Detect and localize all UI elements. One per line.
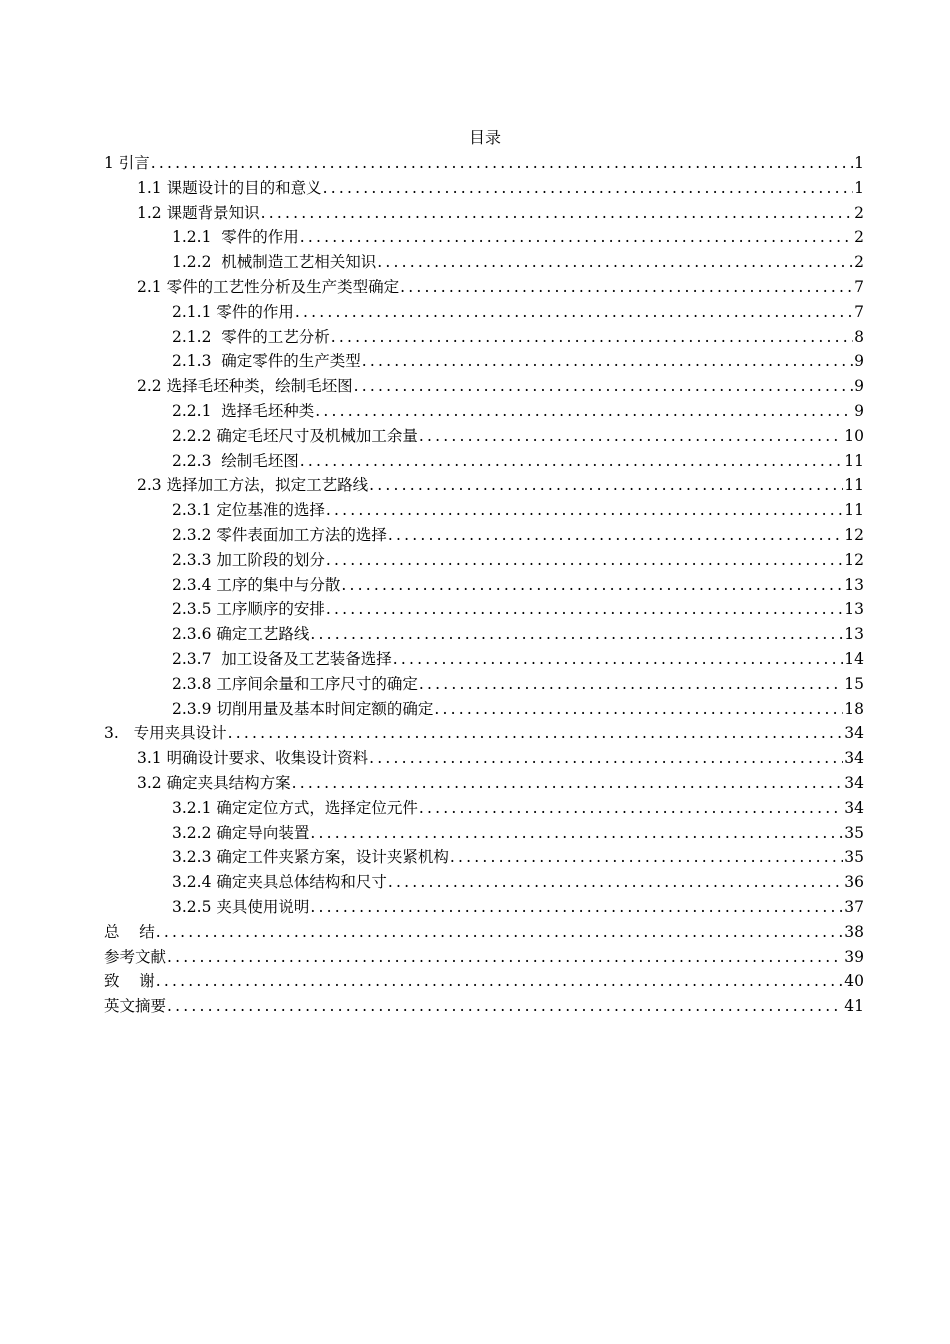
toc-entry-page-number: 7 (854, 302, 864, 321)
toc-entry[interactable] (104, 821, 864, 846)
dot-leader (167, 994, 843, 1019)
toc-entry[interactable] (104, 969, 864, 994)
toc-entry[interactable] (104, 920, 864, 945)
dot-leader (419, 796, 843, 821)
toc-entry[interactable] (104, 672, 864, 697)
dot-leader (341, 573, 843, 598)
dot-leader (310, 895, 843, 920)
toc-entry[interactable] (104, 597, 864, 622)
toc-entry[interactable] (104, 151, 864, 176)
toc-entry-label: 致 谢 (104, 972, 155, 991)
toc-entry-label: 1.2 课题背景知识 (137, 203, 260, 222)
toc-entry-page-number: 8 (854, 327, 864, 346)
toc-entry[interactable] (104, 523, 864, 548)
toc-entry-page-number: 35 (844, 848, 864, 867)
dot-leader (369, 473, 843, 498)
dot-leader (310, 622, 843, 647)
toc-entry-page-number: 34 (844, 724, 864, 743)
toc-entry[interactable] (104, 647, 864, 672)
toc-entry-label: 3.2.5 夹具使用说明 (172, 897, 310, 916)
toc-entry-label: 2.3.8 工序间余量和工序尺寸的确定 (172, 674, 418, 693)
toc-entry-label: 1.2.2 机械制造工艺相关知识 (172, 253, 377, 272)
toc-entry-page-number: 37 (844, 897, 864, 916)
toc-entry-label: 英文摘要 (104, 997, 167, 1016)
dot-leader (300, 449, 843, 474)
toc-entry-label: 2.2.2 确定毛坯尺寸及机械加工余量 (172, 426, 418, 445)
toc-entry-page-number: 34 (844, 798, 864, 817)
toc-entry[interactable] (104, 374, 864, 399)
dot-leader (388, 523, 843, 548)
toc-entry-label: 2.3.2 零件表面加工方法的选择 (172, 525, 387, 544)
toc-entry-page-number: 1 (854, 178, 864, 197)
toc-entry-page-number: 11 (844, 476, 864, 495)
toc-entry[interactable] (104, 399, 864, 424)
toc-entry-label: 3. 专用夹具设计 (104, 724, 227, 743)
toc-entry-label: 3.1 明确设计要求、收集设计资料 (137, 749, 369, 768)
toc-entry[interactable] (104, 325, 864, 350)
toc-title: 目录 (468, 128, 501, 147)
dot-leader (261, 201, 853, 226)
toc-entry-label: 2.1 零件的工艺性分析及生产类型确定 (137, 277, 400, 296)
toc-entry-page-number: 9 (854, 352, 864, 371)
dot-leader (310, 821, 843, 846)
toc-entry[interactable] (104, 895, 864, 920)
toc-entry[interactable] (104, 622, 864, 647)
toc-entry-page-number: 35 (844, 823, 864, 842)
toc-entry[interactable] (104, 845, 864, 870)
toc-entry[interactable] (104, 573, 864, 598)
dot-leader (156, 920, 844, 945)
toc-entry-label: 1.2.1 零件的作用 (172, 228, 299, 247)
dot-leader (167, 945, 843, 970)
toc-entry[interactable] (104, 548, 864, 573)
dot-leader (326, 597, 843, 622)
toc-entry-page-number: 11 (844, 501, 864, 520)
toc-entry[interactable] (104, 771, 864, 796)
toc-entry[interactable] (104, 176, 864, 201)
dot-leader (393, 647, 843, 672)
toc-entry[interactable] (104, 746, 864, 771)
toc-entry-page-number: 38 (844, 922, 864, 941)
toc-entry-page-number: 11 (844, 451, 864, 470)
dot-leader (377, 250, 853, 275)
toc-entry-label: 2.3 选择加工方法，拟定工艺路线 (137, 476, 369, 495)
toc-entry-page-number: 40 (844, 972, 864, 991)
toc-entry-page-number: 34 (844, 773, 864, 792)
toc-entry-page-number: 13 (844, 600, 864, 619)
dot-leader (331, 325, 853, 350)
dot-leader (326, 548, 843, 573)
toc-entry-page-number: 41 (844, 997, 864, 1016)
table-of-contents (104, 151, 864, 1019)
toc-entry-page-number: 9 (854, 377, 864, 396)
toc-entry-page-number: 36 (844, 873, 864, 892)
toc-entry-label: 1.1 课题设计的目的和意义 (137, 178, 322, 197)
toc-entry[interactable] (104, 275, 864, 300)
dot-leader (369, 746, 843, 771)
toc-entry-label: 2.2.1 选择毛坯种类 (172, 401, 315, 420)
toc-entry-label: 3.2.4 确定夹具总体结构和尺寸 (172, 873, 387, 892)
toc-entry-label: 2.3.3 加工阶段的划分 (172, 550, 325, 569)
toc-entry-label: 2.2 选择毛坯种类，绘制毛坯图 (137, 377, 353, 396)
toc-entry[interactable] (104, 945, 864, 970)
toc-entry-label: 2.1.1 零件的作用 (172, 302, 294, 321)
toc-entry-label: 2.3.6 确定工艺路线 (172, 625, 310, 644)
toc-entry-page-number: 2 (854, 203, 864, 222)
toc-entry-page-number: 14 (844, 649, 864, 668)
dot-leader (295, 300, 853, 325)
toc-entry-page-number: 2 (854, 228, 864, 247)
toc-entry-label: 2.2.3 绘制毛坯图 (172, 451, 299, 470)
toc-entry[interactable] (104, 721, 864, 746)
toc-entry-page-number: 7 (854, 277, 864, 296)
toc-entry[interactable] (104, 349, 864, 374)
toc-entry[interactable] (104, 870, 864, 895)
toc-entry-label: 3.2 确定夹具结构方案 (137, 773, 291, 792)
toc-entry-label: 2.3.7 加工设备及工艺装备选择 (172, 649, 392, 668)
toc-entry[interactable] (104, 424, 864, 449)
toc-entry[interactable] (104, 300, 864, 325)
toc-entry[interactable] (104, 449, 864, 474)
toc-entry-page-number: 39 (844, 947, 864, 966)
toc-entry-page-number: 1 (854, 154, 864, 172)
toc-entry[interactable] (104, 697, 864, 722)
toc-entry-label: 1 引言 (104, 154, 150, 172)
toc-entry-page-number: 9 (854, 401, 864, 420)
toc-entry-page-number: 10 (844, 426, 864, 445)
toc-entry[interactable] (104, 994, 864, 1019)
dot-leader (419, 672, 843, 697)
dot-leader (354, 374, 853, 399)
toc-entry-label: 3.2.1 确定定位方式，选择定位元件 (172, 798, 418, 817)
toc-entry[interactable] (104, 201, 864, 226)
toc-entry-label: 2.3.4 工序的集中与分散 (172, 575, 341, 594)
toc-entry[interactable] (104, 473, 864, 498)
dot-leader (419, 424, 843, 449)
toc-entry-page-number: 2 (854, 253, 864, 272)
toc-entry-page-number: 12 (844, 525, 864, 544)
toc-entry-page-number: 13 (844, 575, 864, 594)
toc-entry[interactable] (104, 225, 864, 250)
toc-entry-label: 参考文献 (104, 947, 167, 966)
toc-entry-label: 2.1.2 零件的工艺分析 (172, 327, 330, 346)
dot-leader (292, 771, 844, 796)
dot-leader (315, 399, 853, 424)
dot-leader (151, 151, 853, 176)
toc-entry-label: 2.3.9 切削用量及基本时间定额的确定 (172, 699, 434, 718)
toc-entry-label: 3.2.3 确定工件夹紧方案，设计夹紧机构 (172, 848, 449, 867)
toc-entry-page-number: 34 (844, 749, 864, 768)
toc-entry-page-number: 12 (844, 550, 864, 569)
dot-leader (362, 349, 853, 374)
toc-entry-label: 2.3.1 定位基准的选择 (172, 501, 325, 520)
toc-entry-label: 2.1.3 确定零件的生产类型 (172, 352, 361, 371)
toc-entry-label: 3.2.2 确定导向装置 (172, 823, 310, 842)
dot-leader (400, 275, 853, 300)
dot-leader (434, 697, 843, 722)
toc-entry-label: 总 结 (104, 922, 155, 941)
dot-leader (323, 176, 853, 201)
toc-entry[interactable] (104, 250, 864, 275)
dot-leader (300, 225, 853, 250)
toc-entry-page-number: 18 (844, 699, 864, 718)
dot-leader (326, 498, 843, 523)
dot-leader (388, 870, 843, 895)
toc-entry-page-number: 15 (844, 674, 864, 693)
toc-entry[interactable] (104, 796, 864, 821)
toc-entry-page-number: 13 (844, 625, 864, 644)
dot-leader (156, 969, 844, 994)
dot-leader (228, 721, 844, 746)
toc-entry[interactable] (104, 498, 864, 523)
toc-entry-label: 2.3.5 工序顺序的安排 (172, 600, 325, 619)
dot-leader (450, 845, 843, 870)
